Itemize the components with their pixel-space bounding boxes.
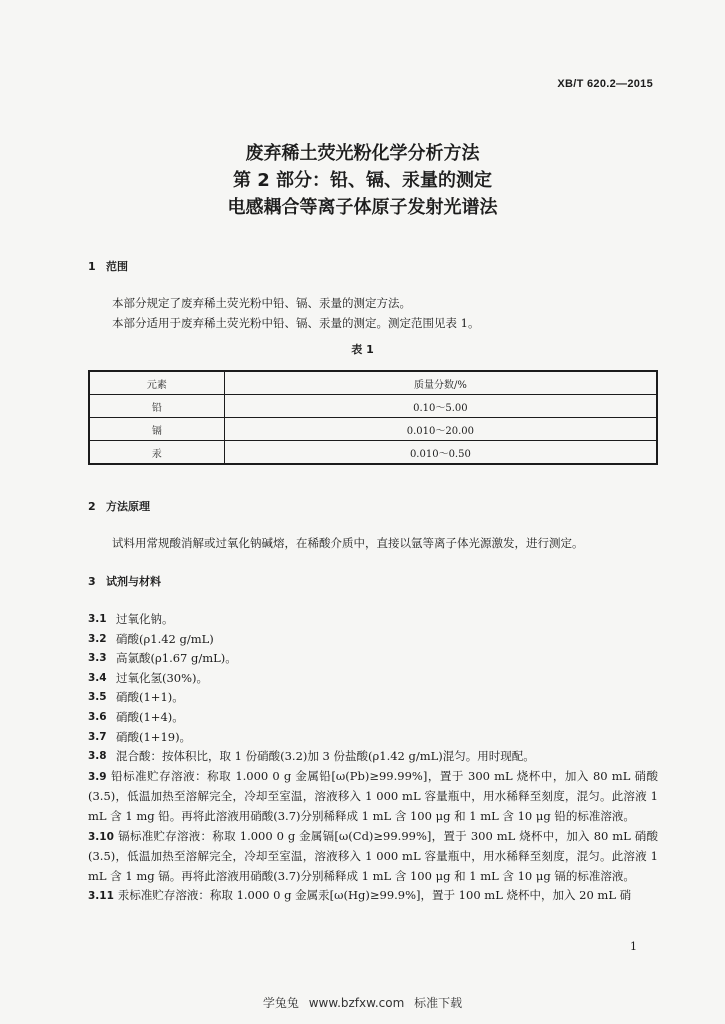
list-item [88,728,658,748]
item-number: 3.9 [88,770,107,783]
section-2-heading [88,498,150,514]
item-number: 3.3 [88,652,107,665]
section-2-paragraph: 试料用常规酸消解或过氧化钠碱熔，在稀酸介质中，直接以氩等离子体光源激发，进行测定。 [112,536,584,550]
list-item [88,827,658,887]
section-2-number: 2 [88,500,96,513]
table-cell: 0.10～5.00 [224,395,657,418]
item-number: 3.1 [88,613,107,625]
item-number: 3.8 [88,750,107,763]
page-number: 1 [630,940,637,953]
table-cell: 0.010～0.50 [224,441,657,465]
list-item [88,688,658,708]
item-number: 3.11 [88,890,114,903]
title-line-3: 电感耦合等离子体原子发射光谱法 [227,197,498,218]
title-line-2: 第 2 部分：铅、镉、汞量的测定 [232,170,493,191]
table-header-cell: 质量分数/% [224,371,657,395]
table-row [89,441,657,465]
table-cell: 镉 [89,418,224,441]
table-row [89,395,657,418]
table-cell: 0.010～20.00 [224,418,657,441]
item-text: 镉标准贮存溶液：称取 1.000 0 g 金属镉[ω(Cd)≥99.99%]，置于 300 mL 烧杯中，加入 80 mL 硝酸(3.5)，低温加热至溶解完全，冷却至室温，溶液移入 1 000 mL 容量瓶中，用水稀释至刻度，混匀。此溶液 1 mL 含 1 mg 镉。再将此溶液用硝酸(3.7)分别稀释成 1 mL 含 100 μg 和 1 mL 含 10 μg 镉的标准溶液。 [88,828,658,883]
item-text: 过氧化钠。 [116,612,174,626]
standard-code: XB/T 620.2—2015 [557,78,653,90]
document-title [0,140,725,221]
list-item [88,767,658,827]
section-1-title: 范围 [106,260,128,273]
table-row [89,418,657,441]
section-1-heading [88,258,128,274]
list-item [88,649,658,669]
item-number: 3.4 [88,671,107,684]
item-text: 汞标准贮存溶液：称取 1.000 0 g 金属汞[ω(Hg)≥99.9%]，置于 100 mL 烧杯中，加入 20 mL 硝 [117,888,632,903]
site-watermark: 学兔兔 www.bzfxw.com 标准下载 [262,996,463,1010]
list-item [88,669,658,689]
list-item [88,630,658,650]
section-3-number: 3 [88,575,96,588]
list-item [88,610,658,630]
list-item [88,886,658,907]
table-1 [88,370,658,465]
item-text: 混合酸：按体积比，取 1 份硝酸(3.2)加 3 份盐酸(ρ1.42 g/mL)混匀。用时现配。 [116,749,535,764]
section-3-title: 试剂与材料 [106,575,161,588]
title-line-1: 废弃稀土荧光粉化学分析方法 [245,143,480,164]
item-number: 3.10 [88,830,114,843]
list-item [88,747,658,767]
table-1-title: 表 1 [351,343,374,356]
section-2-title: 方法原理 [106,500,150,513]
table-cell: 汞 [89,441,224,465]
item-text: 硝酸(ρ1.42 g/mL) [116,631,214,646]
list-item [88,708,658,728]
table-cell: 铅 [89,395,224,418]
section-3-heading [88,573,161,589]
section-1-paragraph-2: 本部分适用于废弃稀土荧光粉中铅、镉、汞量的测定。测定范围见表 1。 [112,316,480,330]
item-number: 3.5 [88,691,107,704]
item-text: 过氧化氢(30%)。 [116,670,209,685]
reagent-list [88,610,658,907]
table-header-row [89,371,657,395]
item-number: 3.2 [88,632,107,645]
section-1-number: 1 [88,260,96,273]
item-number: 3.6 [88,710,107,723]
item-text: 高氯酸(ρ1.67 g/mL)。 [116,651,237,666]
item-number: 3.7 [88,730,107,743]
item-text: 硝酸(1+4)。 [116,709,184,724]
item-text: 铅标准贮存溶液：称取 1.000 0 g 金属铅[ω(Pb)≥99.99%]，置于 300 mL 烧杯中，加入 80 mL 硝酸(3.5)，低温加热至溶解完全，冷却至室温，溶液移入 1 000 mL 容量瓶中，用水稀释至刻度，混匀。此溶液 1 mL 含 1 mg 铅。再将此溶液用硝酸(3.7)分别稀释成 1 mL 含 100 μg 和 1 mL 含 10 μg 铅的标准溶液。 [88,768,658,823]
section-1-paragraph-1: 本部分规定了废弃稀土荧光粉中铅、镉、汞量的测定方法。 [112,296,411,310]
table-header-cell: 元素 [89,371,224,395]
item-text: 硝酸(1+1)。 [116,690,184,705]
item-text: 硝酸(1+19)。 [116,729,192,744]
